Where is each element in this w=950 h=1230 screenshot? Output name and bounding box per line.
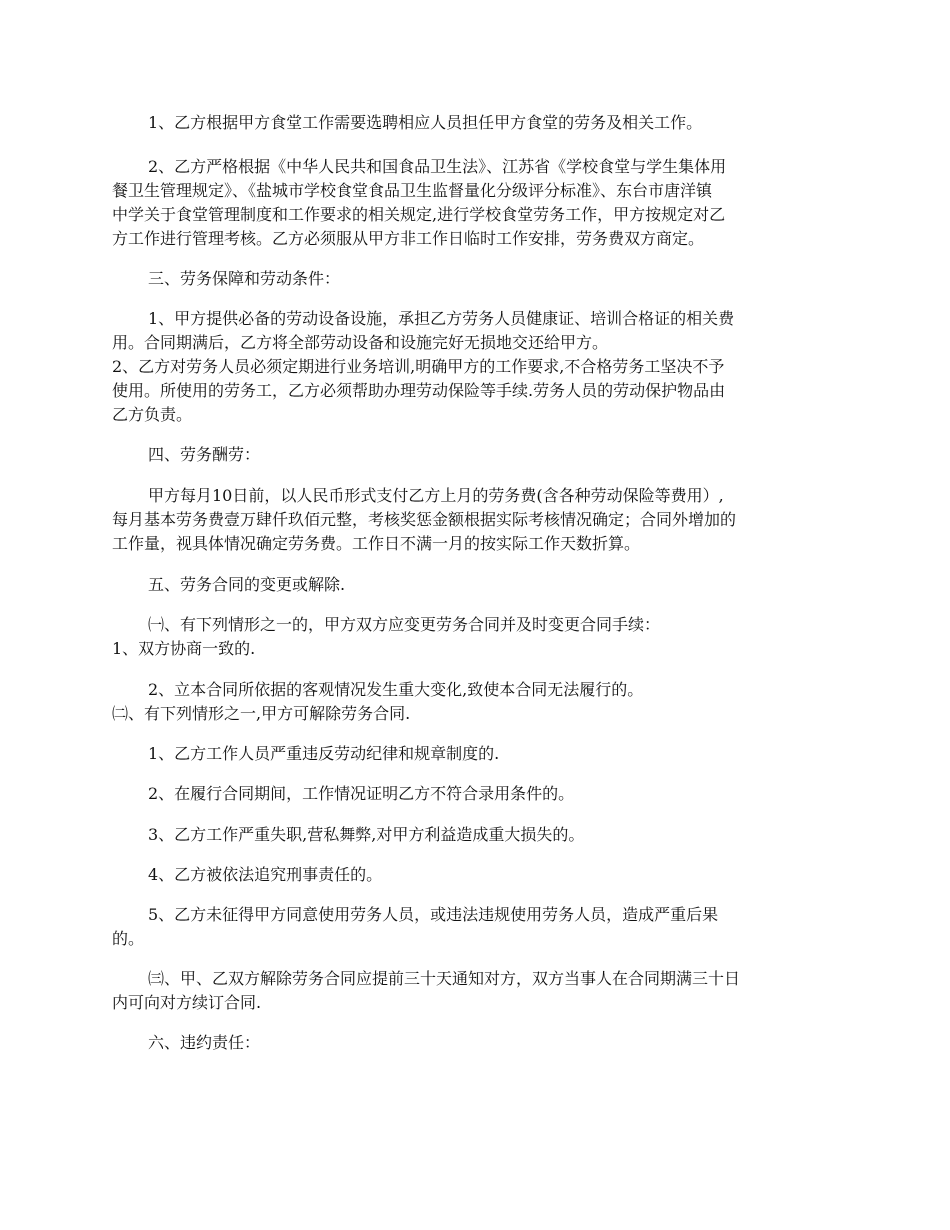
section-heading-4 bbox=[112, 443, 840, 467]
paragraph-15 bbox=[112, 967, 840, 1015]
text-line: 工作量，视具体情况确定劳务费。工作日不满一月的按实际工作天数折算。 bbox=[112, 534, 641, 553]
paragraph-14 bbox=[112, 903, 840, 951]
text-line: 三、劳务保障和劳动条件： bbox=[148, 269, 341, 288]
text-line: 四、劳务酬劳： bbox=[148, 445, 261, 464]
text-line: 每月基本劳务费壹万肆仟玖佰元整，考核奖惩金额根据实际考核情况确定；合同外增加的 bbox=[112, 510, 737, 529]
text-line: 2、乙方严格根据《中华人民共和国食品卫生法》、江苏省《学校食堂与学生集体用 bbox=[148, 157, 727, 176]
text-line: 乙方负责。 bbox=[112, 405, 193, 424]
text-line: 5、乙方未征得甲方同意使用劳务人员，或违法违规使用劳务人员，造成严重后果 bbox=[148, 905, 719, 924]
paragraph-8 bbox=[112, 613, 840, 661]
text-line: 1、甲方提供必备的劳动设备设施，承担乙方劳务人员健康证、培训合格证的相关费 bbox=[148, 309, 735, 328]
text-line: 六、违约责任： bbox=[148, 1033, 261, 1052]
section-heading-5 bbox=[112, 573, 840, 597]
text-line: 4、乙方被依法追究刑事责任的。 bbox=[148, 865, 383, 884]
paragraph-11 bbox=[112, 782, 840, 806]
text-line: 方工作进行管理考核。乙方必须服从甲方非工作日临时工作安排，劳务费双方商定。 bbox=[112, 229, 705, 248]
text-line: ㈡、有下列情形之一,甲方可解除劳务合同. bbox=[112, 704, 411, 723]
text-line: 1、双方协商一致的. bbox=[112, 639, 256, 658]
paragraph-12 bbox=[112, 823, 840, 847]
text-line: 3、乙方工作严重失职,营私舞弊,对甲方利益造成重大损失的。 bbox=[148, 825, 585, 844]
text-line: 2、立本合同所依据的客观情况发生重大变化,致使本合同无法履行的。 bbox=[148, 680, 644, 699]
paragraph-2 bbox=[112, 155, 840, 251]
paragraph-10 bbox=[112, 742, 840, 766]
text-line: 2、在履行合同期间，工作情况证明乙方不符合录用条件的。 bbox=[148, 784, 575, 803]
text-line: 甲方每月10日前，以人民币形式支付乙方上月的劳务费(含各种劳动保险等费用）, bbox=[148, 486, 724, 505]
text-line: ㈢、甲、乙双方解除劳务合同应提前三十天通知对方，双方当事人在合同期满三十日 bbox=[148, 969, 741, 988]
section-heading-3 bbox=[112, 267, 840, 291]
text-line: 五、劳务合同的变更或解除. bbox=[148, 575, 346, 594]
paragraph-4 bbox=[112, 307, 840, 427]
section-heading-6 bbox=[112, 1031, 840, 1055]
text-line: 内可向对方续订合同. bbox=[112, 993, 262, 1012]
text-line: 中学关于食堂管理制度和工作要求的相关规定,进行学校食堂劳务工作，甲方按规定对乙 bbox=[112, 205, 726, 224]
text-line: 餐卫生管理规定》、《盐城市学校食堂食品卫生监督量化分级评分标准》、东台市唐洋镇 bbox=[112, 181, 713, 200]
text-line: 使用。所使用的劳务工，乙方必须帮助办理劳动保险等手续.劳务人员的劳动保护物品由 bbox=[112, 381, 726, 400]
text-line: 2、乙方对劳务人员必须定期进行业务培训,明确甲方的工作要求,不合格劳务工坚决不予 bbox=[112, 357, 725, 376]
text-line: 1、乙方工作人员严重违反劳动纪律和规章制度的. bbox=[148, 744, 500, 763]
text-line: ㈠、有下列情形之一的，甲方双方应变更劳务合同并及时变更合同手续： bbox=[148, 615, 661, 634]
paragraph-9 bbox=[112, 678, 840, 726]
paragraph-6 bbox=[112, 484, 840, 556]
text-line: 的。 bbox=[112, 929, 145, 948]
text-line: 用。合同期满后，乙方将全部劳动设备和设施完好无损地交还给甲方。 bbox=[112, 333, 609, 352]
text-line: 1、乙方根据甲方食堂工作需要选聘相应人员担任甲方食堂的劳务及相关工作。 bbox=[148, 113, 703, 132]
paragraph-13 bbox=[112, 863, 840, 887]
paragraph-1 bbox=[112, 111, 840, 135]
